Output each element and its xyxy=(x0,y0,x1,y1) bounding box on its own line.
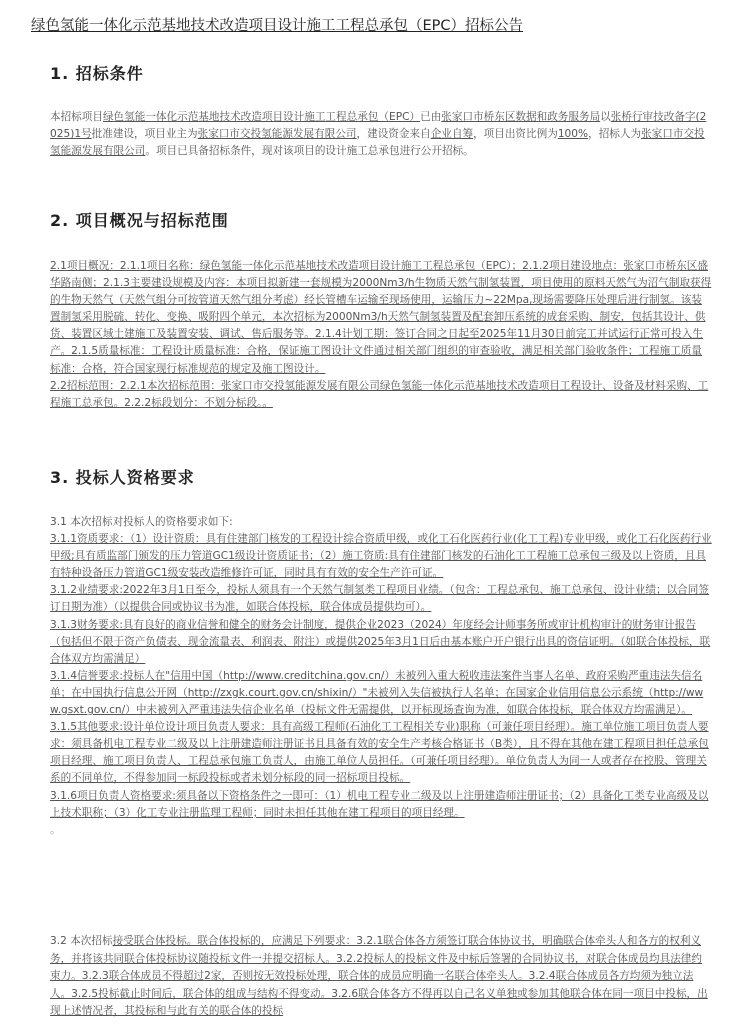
gsxt-url: http://www.gsxt.gov.cn/ xyxy=(50,686,704,717)
section-heading-project-overview: 2. 项目概况与招标范围 xyxy=(50,211,229,230)
section-heading-bidder-qualifications: 3. 投标人资格要求 xyxy=(50,468,195,487)
bidding-conditions-paragraph: 本招标项目绿色氢能一体化示范基地技术改造项目设计施工工程总承包（EPC）已由张家口市桥东区数据和政务服务局以张桥行审技改备字(2025)1号批准建设，项目业主为张家口市交投氢能源发展有限公司，建设资金来自企业自筹，项目出资比例为100%，招标人为张家口市交投氢能源发展有限公司。项目已具备招标条件，现对该项目的设计施工总承包进行公开招标。 xyxy=(50,111,707,158)
qualification-intro: 3.1 本次招标对投标人的资格要求如下: xyxy=(50,516,233,528)
bidding-scope-paragraph: 2.2招标范围：2.2.1本次招标范围：张家口市交投氢能源发展有限公司绿色氢能一体化示范基地技术改造项目工程设计、设备及材料采购、工程施工总承包。2.2.2标段划分：不划分标段。。 xyxy=(50,379,709,409)
project-owner: 张家口市交投氢能源发展有限公司 xyxy=(197,128,357,141)
funding-ratio: 100% xyxy=(557,128,589,141)
consortium-accept: 接受 xyxy=(112,935,134,947)
trailing-period: 。 xyxy=(50,823,61,836)
qualification-block xyxy=(50,514,712,839)
approval-document-number: 张桥行审技改备字(2025)1号 xyxy=(50,111,707,141)
project-overview-paragraph: 2.1项目概况：2.1.1项目名称：绿色氢能一体化示范基地技术改造项目设计施工工程总承包（EPC）；2.1.2项目建设地点：张家口市桥东区盛华路南侧；2.1.3主要建设规模及内容：本项目拟新建一套规模为2000Nm3/h生物质天然气制氢装置，项目使用的原料天然气为沼气制取获得的生物天然气（天然气组分可按管道天然气组分考虑）经长管槽车运输至现场使用，运输压力~22Mpa,现场需要降压处理后进行制氢。该装置制氢采用脱硫、转化、变换、吸附四个单元，本次招标为2000Nm3/h天然气制氢装置及配套卸压系统的成套采购、制安，包括其设计、供货、装置区域土建施工及装置安装、调试、售后服务等。2.1.4计划工期：签订合同之日起至2025年11月30日前完工并试运行正常可投入生产。2.1.5质量标准：工程设计质量标准：合格，保证施工图设计文件通过相关部门组织的审查验收，满足相关部门验收条件；工程施工质量标准：合格，符合国家现行标准规范的规定及施工图设计。 xyxy=(50,260,712,375)
page-title: 绿色氢能一体化示范基地技术改造项目设计施工工程总承包（EPC）招标公告 xyxy=(31,18,524,34)
project-overview-block xyxy=(50,258,712,412)
consortium-paragraph: 3.2 本次招标接受联合体投标。联合体投标的，应满足下列要求：3.2.1联合体各方须签订联合体协议书，明确联合体牵头人和各方的权利义务，并将该共同联合体投标协议随投标文件一并提交招标人。3.2.2投标人的投标文件及中标后签署的合同协议书，对联合体成员均具法律约束力。3.2.3联合体成员不得超过2家，否则按无效投标处理，联合体的成员应明确一名联合体牵头人。3.2.4联合体成员各方均须为独立法人。3.2.5投标截止时间后，联合体的组成与结构不得变动。3.2.6联合体各方不得再以自己名义单独或参加其他联合体在同一项目中投标，出现上述情况者，其投标和与此有关的联合体的投标 xyxy=(50,935,708,1018)
funding-source: 企业自筹 xyxy=(430,128,474,141)
qualification-3-1-3: 3.1.3财务要求:具有良好的商业信誉和健全的财务会计制度，提供企业2023（2024）年度经会计师事务所或审计机构审计的财务审计报告（包括但不限于资产负债表、现金流量表、利润表、附注）或提供2025年3月1日后由基本账户开户银行出具的资信证明。（如联合体投标，联合体双方均需满足） xyxy=(50,618,711,665)
qualification-3-1-1: 3.1.1资质要求：（1）设计资质：具有住建部门核发的工程设计综合资质甲级，或化工石化医药行业(化工工程)专业甲级，或化工石化医药行业甲级;具有质监部门颁发的压力管道GC1级设计资质证书；（2）施工资质:具有住建部门核发的石油化工工程施工总承包三级及以上资质，且具有特种设备压力管道GC1级安装改造维修许可证，同时具有有效的安全生产许可证。 xyxy=(50,533,712,580)
zxgk-url: http://zxgk.court.gov.cn/shixin/ xyxy=(187,686,352,699)
creditchina-url: http://www.creditchina.gov.cn/ xyxy=(223,669,385,682)
qualification-3-1-5: 3.1.5其他要求:设计单位设计项目负责人要求：具有高级工程师(石油化工工程相关专业)职称（可兼任项目经理）。施工单位施工项目负责人要求：须具备机电工程专业二级及以上注册建造师注册证书且具备有效的安全生产考核合格证书（B类），且不得在其他在建工程项目担任总承包项目经理、施工项目负责人、工程总承包施工负责人，由施工单位人员担任。（可兼任项目经理）。单位负责人为同一人或者存在控股、管理关系的不同单位，不得参加同一标段投标或者未划分标段的同一招标项目投标。 xyxy=(50,721,709,785)
qualification-3-1-4: 3.1.4信誉要求:投标人在"信用中国（http://www.creditchina.gov.cn/）未被列入重大税收违法案件当事人名单、政府采购严重违法失信名单；在中国执行信息公开网（http://zxgk.court.gov.cn/shixin/）"未被列入失信被执行人名单；在国家企业信用信息公示系统（http://www.gsxt.gov.cn/）中未被列入严重违法失信企业名单（投标文件无需提供，以开标现场查询为准，如联合体投标，联合体双方均需满足）。 xyxy=(50,669,704,717)
approval-authority: 张家口市桥东区数据和政务服务局 xyxy=(441,111,601,123)
qualification-3-1-2: 3.1.2业绩要求:2022年3月1日至今，投标人须具有一个天然气制氢类工程项目业绩。（包含：工程总承包、施工总承包、设计业绩；以合同签订日期为准）（以提供合同或协议书为准，如联合体投标，联合体成员提供均可）。 xyxy=(50,584,709,614)
qualification-3-1-6: 3.1.6项目负责人资格要求:须具备以下资格条件之一即可：（1）机电工程专业二级及以上注册建造师注册证书；（2）具备化工类专业高级及以上技术职称；（3）化工专业注册监理工程师；同时未担任其他在建工程项目的项目经理。 xyxy=(50,789,709,819)
tenderer-name: 张家口市交投氢能源发展有限公司 xyxy=(50,128,705,158)
project-name-link: 绿色氢能一体化示范基地技术改造项目设计施工工程总承包（EPC） xyxy=(102,111,421,123)
section-heading-bidding-conditions: 1. 招标条件 xyxy=(50,64,144,83)
